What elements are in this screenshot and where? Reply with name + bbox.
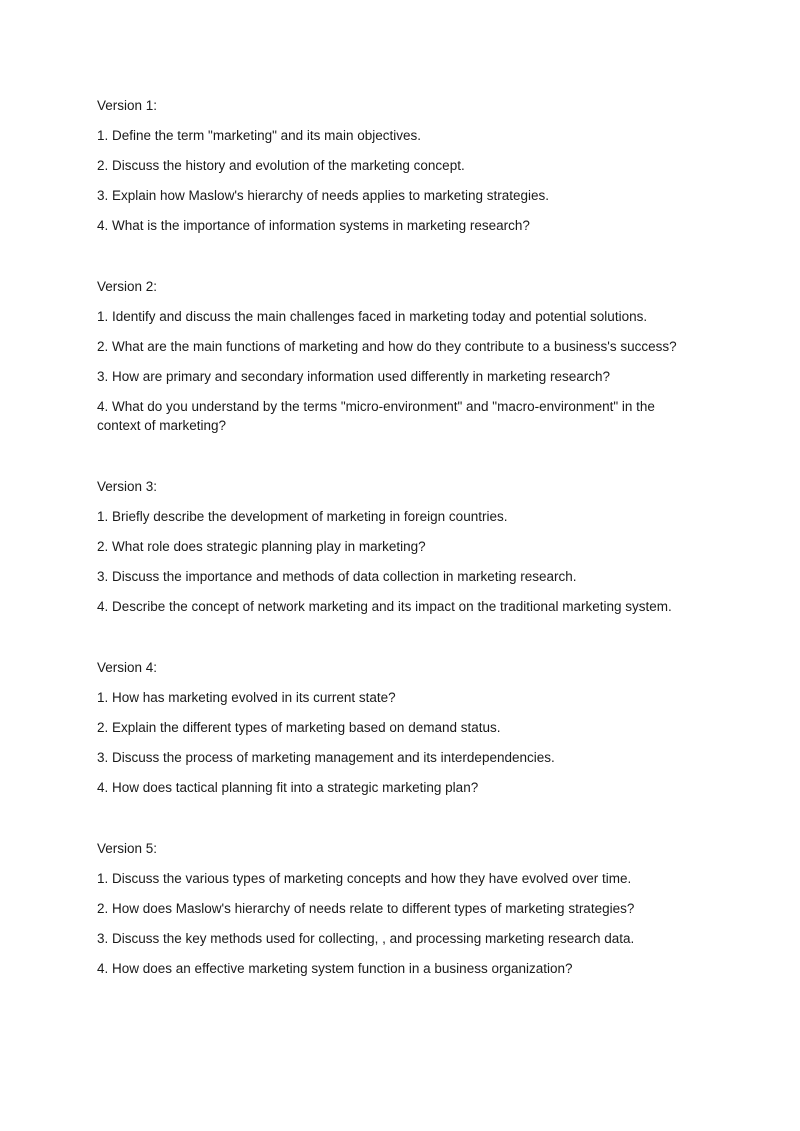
version-section — [97, 477, 697, 616]
question-item: 4. What do you understand by the terms "micro-environment" and "macro-environment" in the context of marketing? — [97, 399, 655, 433]
question-item: 1. Briefly describe the development of marketing in foreign countries. — [97, 509, 508, 524]
question-item: 4. How does an effective marketing system function in a business organization? — [97, 961, 573, 976]
version-section — [97, 277, 697, 435]
version-heading: Version 4: — [97, 660, 158, 675]
document-page — [97, 96, 697, 978]
question-item: 2. How does Maslow's hierarchy of needs relate to different types of marketing strategies? — [97, 901, 635, 916]
version-heading: Version 1: — [97, 98, 158, 113]
version-heading: Version 3: — [97, 479, 158, 494]
question-item: 1. Define the term "marketing" and its main objectives. — [97, 128, 421, 143]
version-section — [97, 658, 697, 797]
question-item: 4. Describe the concept of network marketing and its impact on the traditional marketing system. — [97, 599, 672, 614]
question-item: 3. Explain how Maslow's hierarchy of needs applies to marketing strategies. — [97, 188, 550, 203]
question-item: 1. How has marketing evolved in its current state? — [97, 690, 396, 705]
question-item: 4. What is the importance of information systems in marketing research? — [97, 218, 530, 233]
question-item: 3. Discuss the process of marketing management and its interdependencies. — [97, 750, 555, 765]
question-item: 3. How are primary and secondary information used differently in marketing research? — [97, 369, 610, 384]
version-heading: Version 2: — [97, 279, 158, 294]
version-section — [97, 839, 697, 978]
version-section — [97, 96, 697, 235]
question-item: 2. What role does strategic planning play in marketing? — [97, 539, 426, 554]
question-item: 4. How does tactical planning fit into a strategic marketing plan? — [97, 780, 479, 795]
question-item: 3. Discuss the importance and methods of data collection in marketing research. — [97, 569, 577, 584]
question-item: 3. Discuss the key methods used for collecting, , and processing marketing research data. — [97, 931, 635, 946]
question-item: 2. Explain the different types of marketing based on demand status. — [97, 720, 501, 735]
version-heading: Version 5: — [97, 841, 158, 856]
question-item: 2. What are the main functions of marketing and how do they contribute to a business's success? — [97, 339, 677, 354]
question-item: 2. Discuss the history and evolution of the marketing concept. — [97, 158, 465, 173]
question-item: 1. Identify and discuss the main challenges faced in marketing today and potential solutions. — [97, 309, 648, 324]
question-item: 1. Discuss the various types of marketing concepts and how they have evolved over time. — [97, 871, 632, 886]
